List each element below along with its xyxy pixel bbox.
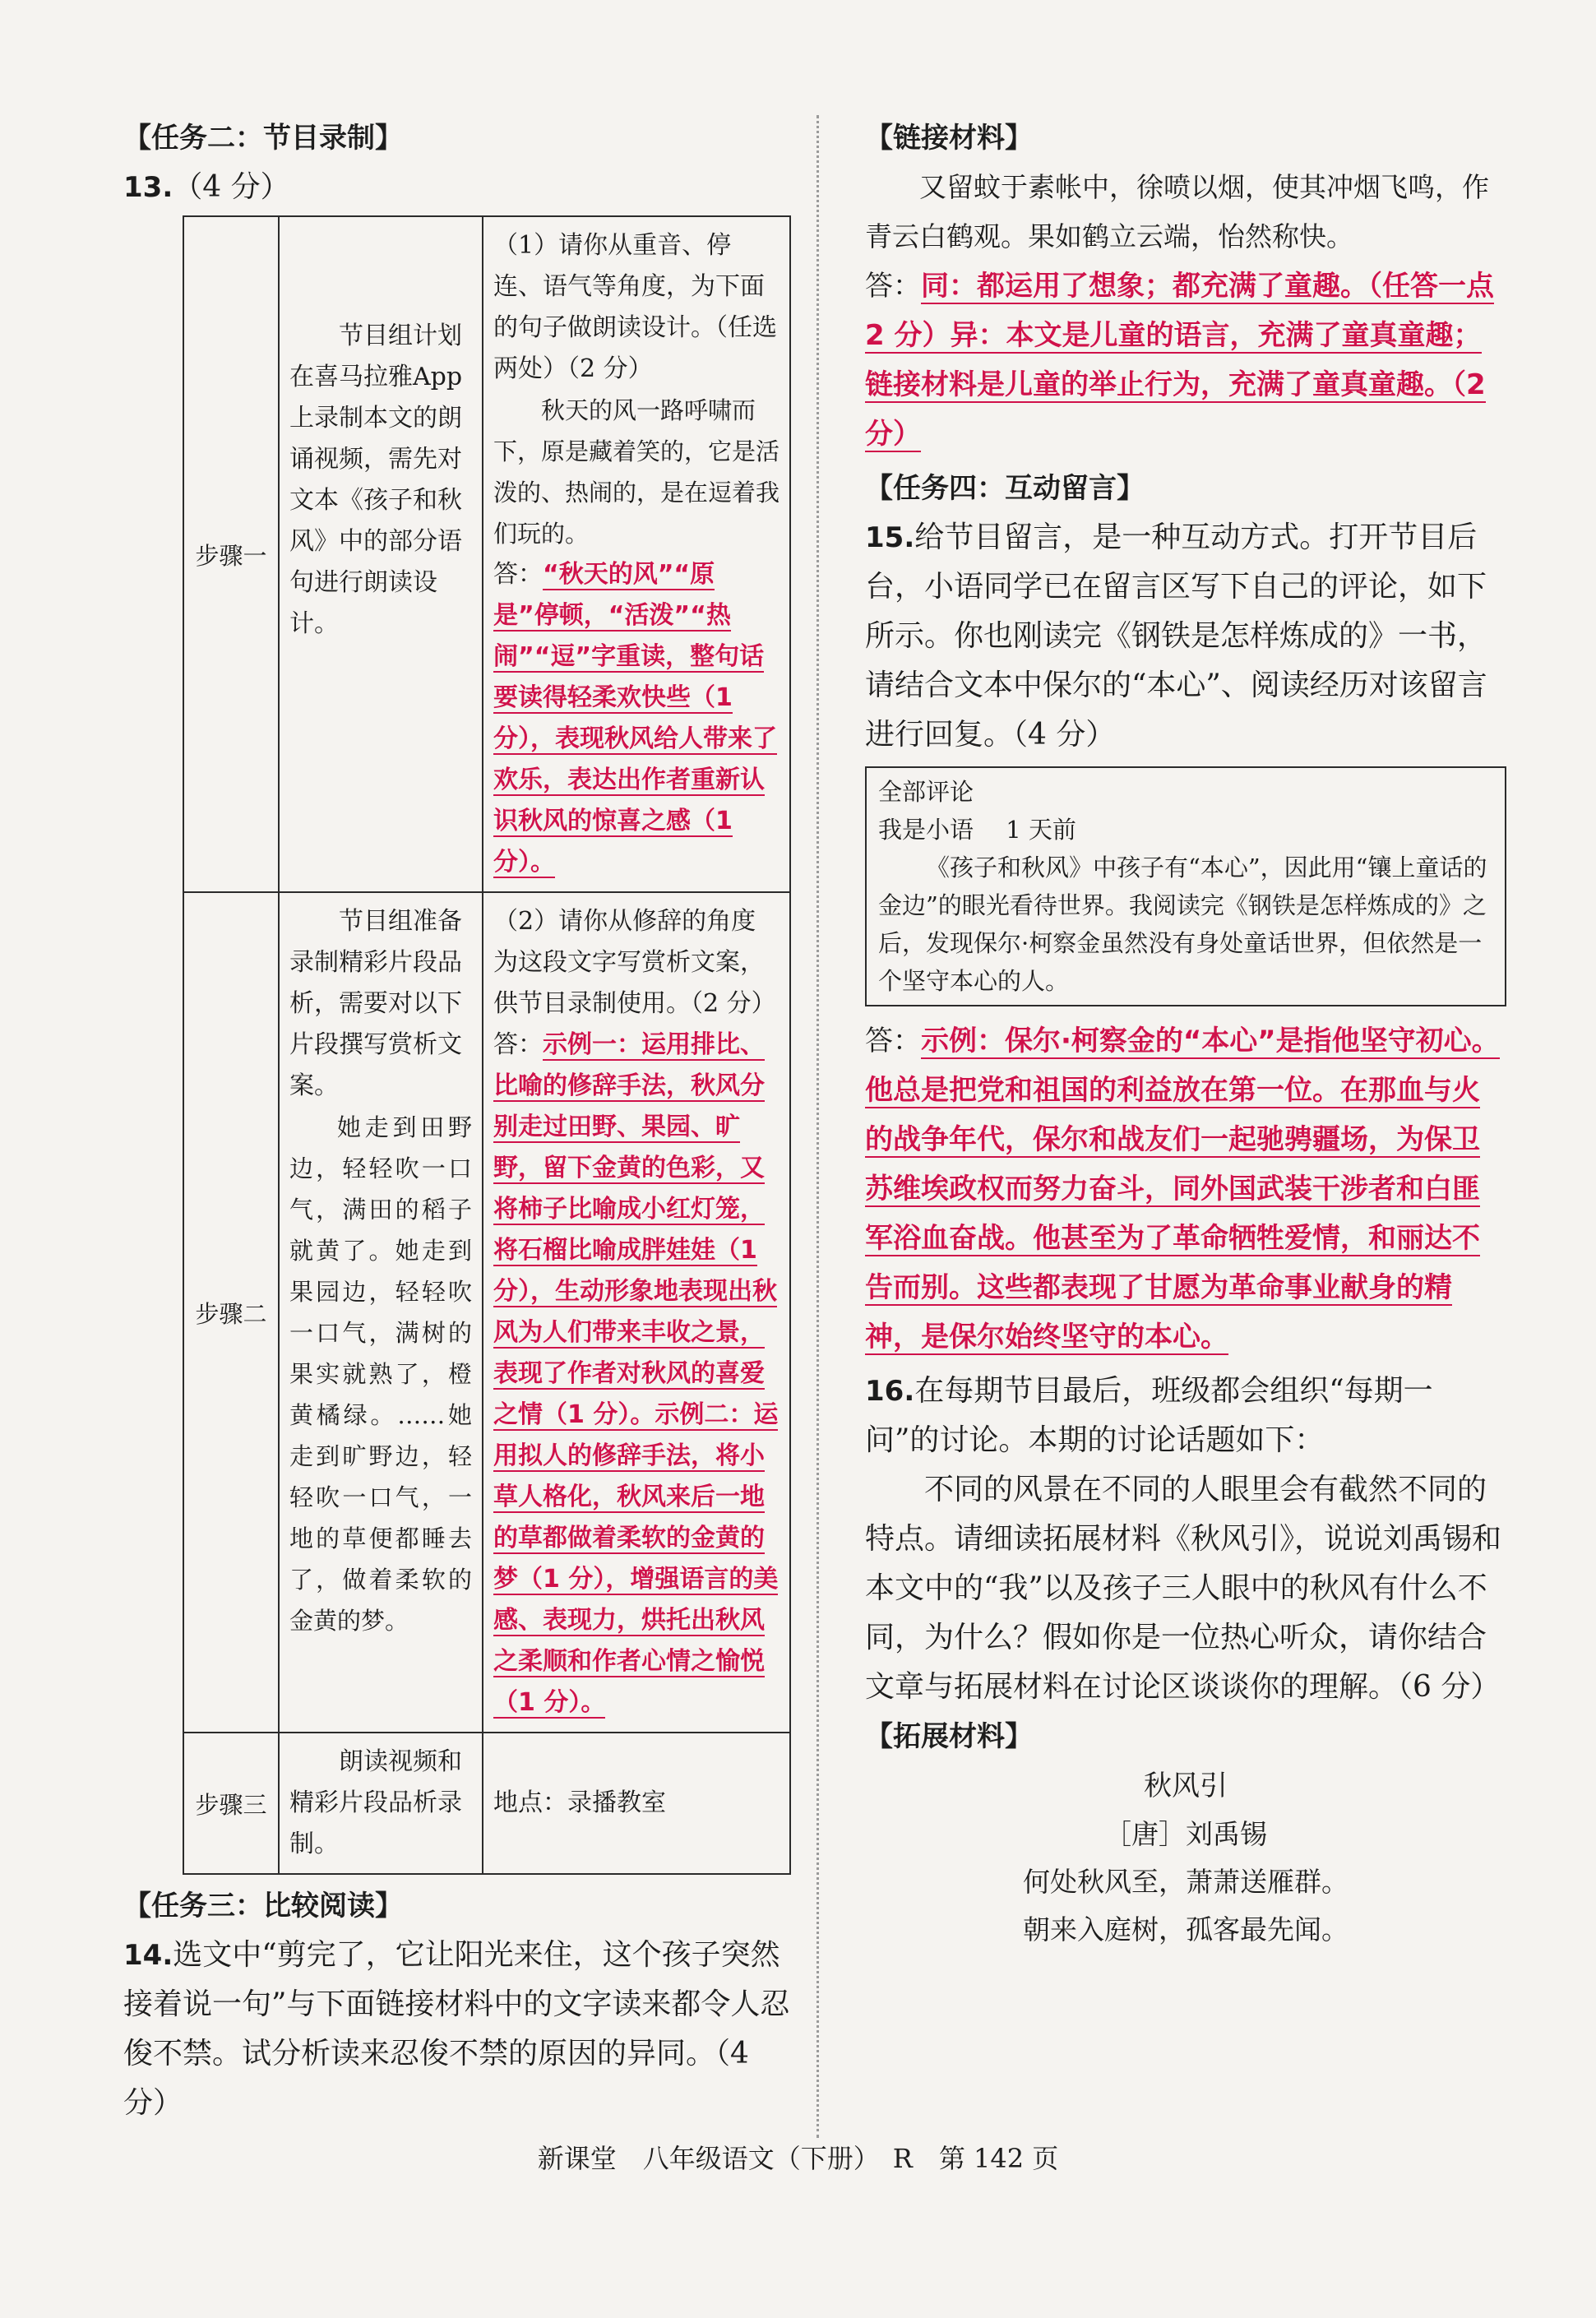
link-material: 又留蚊于素帐中，徐喷以烟，使其冲烟飞鸣，作青云白鹤观。果如鹤立云端，怡然称快。 [865, 171, 1489, 252]
step1-label: 步骤一 [183, 216, 279, 892]
step3-task: 地点：录播教室 [483, 1733, 790, 1874]
poem-title: 秋风引 [1144, 1770, 1228, 1802]
q16-text1: 在每期节目最后，班级都会组织“每期一问”的讨论。本期的讨论话题如下： [865, 1374, 1433, 1457]
step2-task: （2）请你从修辞的角度为这段文字写赏析文案，供节目录制使用。（2 分） [493, 907, 776, 1018]
comment-meta [878, 811, 1493, 849]
step1-desc: 节目组计划在喜马拉雅App上录制本文的朗诵视频，需先对文本《孩子和秋风》中的部分语句进行朗读设计。 [279, 216, 483, 892]
task3-heading: 【任务三：比较阅读】 [123, 1890, 403, 1922]
link-heading: 【链接材料】 [865, 122, 1033, 155]
column-divider [817, 115, 819, 2138]
question-13 [123, 163, 798, 212]
step2-answer-block [493, 1025, 779, 1723]
step2-task-cell [483, 892, 790, 1733]
step3-desc: 朗读视频和精彩片段品析录制。 [279, 1733, 483, 1874]
q14-text: 选文中“剪完了，它让阳光来住，这个孩子突然接着说一句”与下面链接材料中的文字读来都令人忍俊不禁。试分析读来忍俊不禁的原因的异同。（4 分） [123, 1938, 790, 2120]
step1-task-cell [483, 216, 790, 892]
comment-user: 我是小语 [878, 816, 974, 844]
q15-text: 给节目留言，是一种互动方式。打开节目后台，小语同学已在留言区写下自己的评论，如下所示。你也刚读完《钢铁是怎样炼成的》一书，请结合文本中保尔的“本心”、阅读经历对该留言进行回复。（4 分） [865, 521, 1487, 752]
right-column [865, 113, 1506, 1954]
extension-heading: 【拓展材料】 [865, 1720, 1033, 1753]
q15-number: 15. [865, 521, 915, 554]
q13-points: （4 分） [173, 170, 290, 204]
question-14 [123, 1931, 798, 2128]
q16-number: 16. [865, 1375, 915, 1408]
table-row-step3 [183, 1733, 790, 1874]
comment-body: 《孩子和秋风》中孩子有“本心”，因此用“镶上童话的金边”的眼光看待世界。我阅读完《钢铁是怎样炼成的》之后，发现保尔·柯察金虽然没有身处童话世界，但依然是一个坚守本心的人。 [878, 854, 1487, 995]
q16-text2: 不同的风景在不同的人眼里会有截然不同的特点。请细读拓展材料《秋风引》，说说刘禹锡和本文中的“我”以及孩子三人眼中的秋风有什么不同，为什么？假如你是一位热心听众，请你结合文章与拓展材料在讨论区谈谈你的理解。（6 分） [865, 1473, 1502, 1704]
page-footer: 新课堂 八年级语文（下册） R 第 142 页 [537, 2143, 1059, 2174]
step1-task: （1）请你从重音、停连、语气等角度，为下面的句子做朗读设计。（任选两处）（2 分） [493, 231, 777, 383]
step2-desc-cell [279, 892, 483, 1733]
q14-answer-block [865, 261, 1506, 459]
step2-answer: 示例一：运用排比、比喻的修辞手法，秋风分别走过田野、果园、旷野，留下金黄的色彩，又将柿子比喻成小红灯笼，将石榴比喻成胖娃娃（1 分），生动形象地表现出秋风为人们带来丰收之景，表现了作者对秋风的喜爱之情（1 分）。示例二：运用拟人的修辞手法，将小草人格化，秋风来后一地的草都做着柔软的金黄的梦（1 分），增强语言的美感、表现力，烘托出秋风之柔顺和作者心情之愉悦（1 分）。 [493, 1030, 779, 1717]
poem-line-1: 何处秋风至，萧萧送雁群。 [1023, 1866, 1349, 1898]
q15-answer-block [865, 1016, 1506, 1362]
question-15 [865, 513, 1506, 760]
question-16 [865, 1367, 1506, 1465]
step1-quote: 秋天的风一路呼啸而下，原是藏着笑的，它是活泼的、热闹的，是在逗着我们玩的。 [493, 396, 780, 548]
recording-steps-table [183, 215, 791, 1875]
poem-author: ［唐］刘禹锡 [1104, 1818, 1267, 1850]
task4-heading: 【任务四：互动留言】 [865, 472, 1145, 505]
comment-header: 全部评论 [878, 778, 974, 806]
comment-time: 1 天前 [1006, 816, 1076, 844]
step2-quote: 她走到田野边，轻轻吹一口气，满田的稻子就黄了。她走到果园边，轻轻吹一口气，满树的果实就熟了，橙黄橘绿。……她走到旷野边，轻轻吹一口气，一地的草便都睡去了，做着柔软的金黄的梦。 [289, 1113, 472, 1635]
comment-panel [865, 766, 1506, 1006]
step2-answer-lead: 答： [493, 1030, 543, 1059]
step3-label: 步骤三 [183, 1733, 279, 1874]
left-column [123, 113, 798, 2128]
q14-answer-lead: 答： [865, 270, 921, 303]
poem-line-2: 朝来入庭树，孤客最先闻。 [1023, 1913, 1349, 1946]
step1-answer-lead: 答： [493, 560, 543, 589]
step2-label: 步骤二 [183, 892, 279, 1733]
step1-answer-block [493, 554, 779, 883]
step1-answer: “秋天的风”“原是”停顿，“活泼”“热闹”“逗”字重读，整句话要读得轻柔欢快些（1 分），表现秋风给人带来了欢乐，表达出作者重新认识秋风的惊喜之感（1 分）。 [493, 560, 777, 877]
q14-answer: 同：都运用了想象；都充满了童趣。（任答一点 2 分）异：本文是儿童的语言，充满了童真童趣；链接材料是儿童的举止行为，充满了童真童趣。（2 分） [865, 270, 1494, 451]
table-row-step2 [183, 892, 790, 1733]
task2-heading: 【任务二：节目录制】 [123, 122, 403, 155]
q13-number: 13. [123, 171, 173, 204]
q15-answer: 示例：保尔·柯察金的“本心”是指他坚守初心。他总是把党和祖国的利益放在第一位。在那血与火的战争年代，保尔和战友们一起驰骋疆场，为保卫苏维埃政权而努力奋斗，同外国武装干涉者和白匪军浴血奋战。他甚至为了革命牺牲爱情，和丽达不告而别。这些都表现了甘愿为革命事业献身的精神，是保尔始终坚守的本心。 [865, 1025, 1500, 1353]
q14-number: 14. [123, 1939, 173, 1972]
q15-answer-lead: 答： [865, 1025, 921, 1057]
step2-desc: 节目组准备录制精彩片段品析，需要对以下片段撰写赏析文案。 [289, 907, 462, 1100]
table-row-step1 [183, 216, 790, 892]
